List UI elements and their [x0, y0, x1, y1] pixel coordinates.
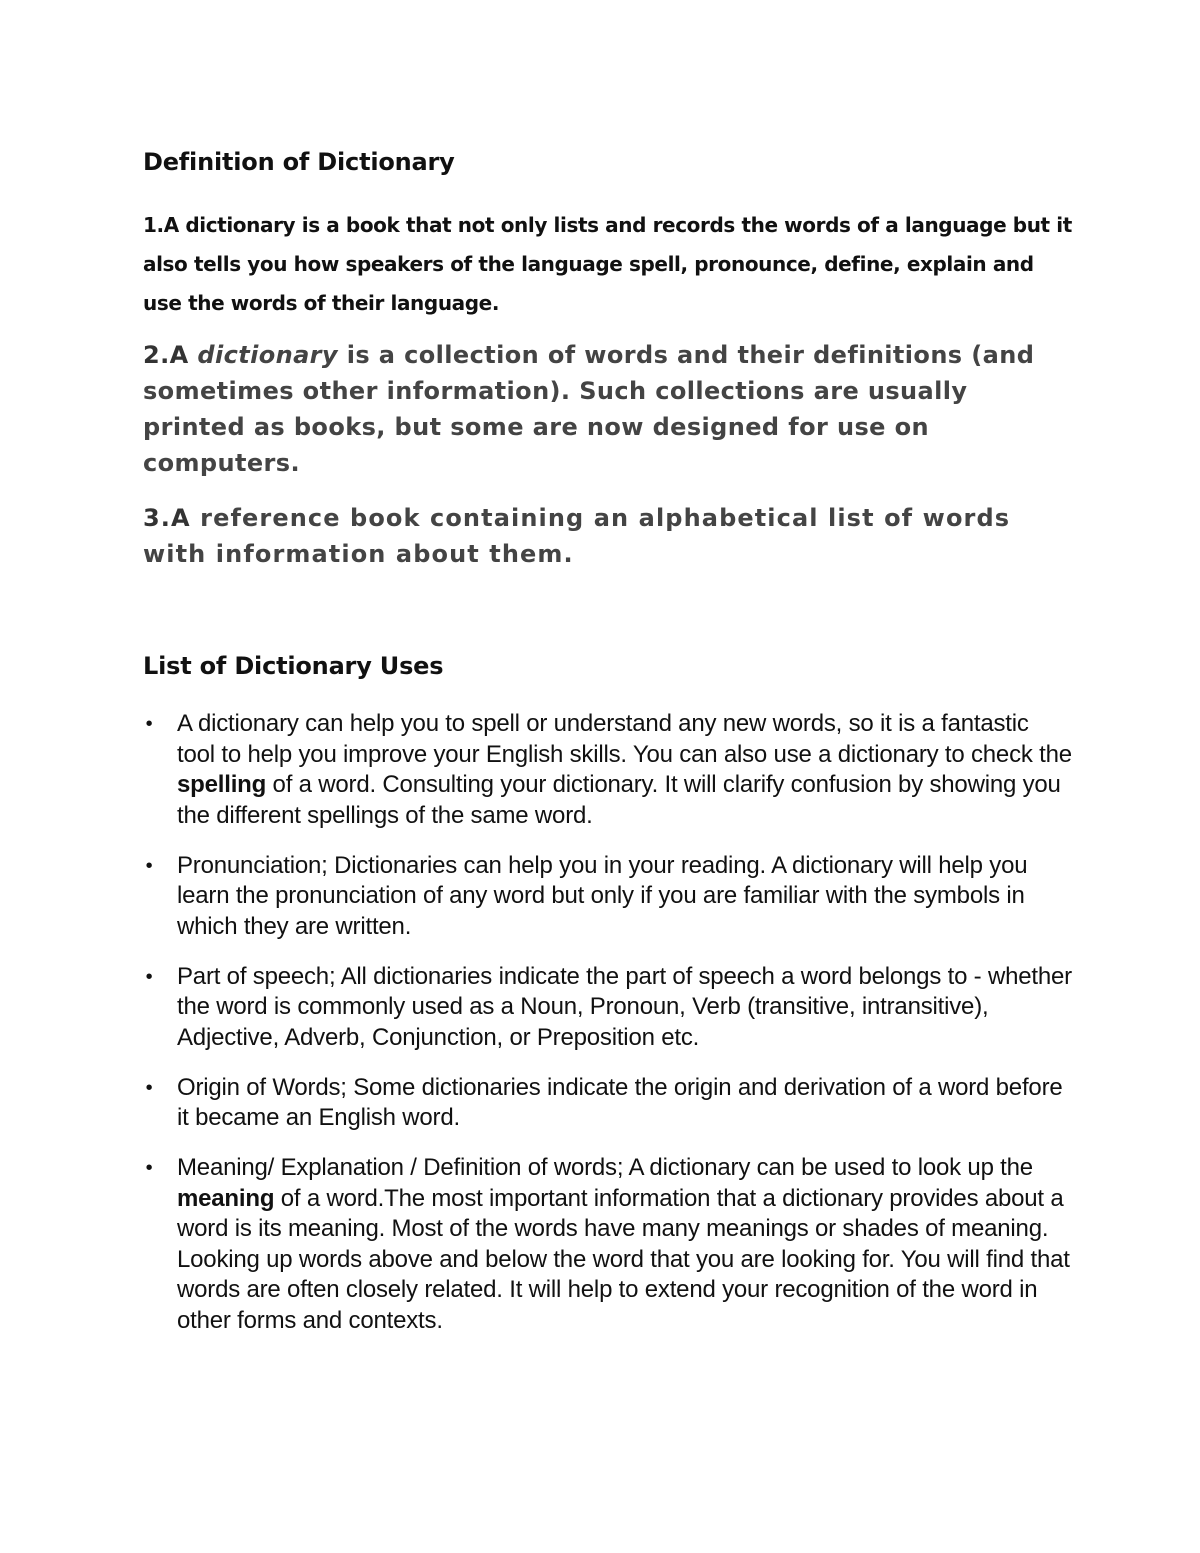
list-item [143, 709, 1073, 831]
definition-heading: Definition of Dictionary [143, 148, 455, 176]
definition-2-italic-term: dictionary [197, 341, 338, 369]
bullet-icon: • [145, 713, 153, 735]
list-item-text: A dictionary can help you to spell or understand any new words, so it is a fantastic tool to help you improve your English skills. You can also use a dictionary to check the [177, 710, 1072, 768]
list-item-bold: meaning [177, 1184, 275, 1212]
definition-2 [143, 337, 1073, 481]
uses-heading: List of Dictionary Uses [143, 652, 444, 680]
list-item-text: Part of speech; All dictionaries indicate the part of speech a word belongs to - whether the word is commonly used as a Noun, Pronoun, Verb (transitive, intransitive), Adjective, Adverb, Conjunction, or Preposition etc. [177, 962, 1072, 1051]
definition-2-number: 2.A [143, 341, 198, 369]
uses-list [143, 709, 1073, 1356]
definition-3-number: 3.A [143, 504, 201, 532]
definition-3 [143, 500, 1073, 572]
bullet-icon: • [145, 1157, 153, 1179]
bullet-icon: • [145, 965, 153, 988]
list-item-text-after: of a word. Consulting your dictionary. It will clarify confusion by showing you the different spellings of the same word. [177, 771, 1061, 829]
list-item-bold: spelling [177, 771, 267, 798]
list-item [143, 851, 1073, 943]
list-item-text-after: of a word.The most important information that a dictionary provides about a word is its meaning. Most of the words have many meanings or shades of meaning. Looking up words above and below the word that you are looking for. You will find that words are often closely related. It will help to extend your recognition of the word in other forms and contexts. [177, 1184, 1070, 1334]
definition-3-text: reference book containing an alphabetical list of words with information about them. [143, 504, 1011, 568]
bullet-icon: • [145, 1076, 153, 1099]
list-item [143, 962, 1073, 1054]
list-item-text: Origin of Words; Some dictionaries indicate the origin and derivation of a word before it became an English word. [177, 1073, 1063, 1131]
definition-1: 1.A dictionary is a book that not only lists and records the words of a language but it also tells you how speakers of the language spell, pronounce, define, explain and use the words of their language. [143, 213, 1072, 315]
list-item [143, 1073, 1073, 1134]
list-item [143, 1153, 1073, 1336]
list-item-text: Pronunciation; Dictionaries can help you in your reading. A dictionary will help you learn the pronunciation of any word but only if you are familiar with the symbols in which they are written. [177, 851, 1028, 940]
definition-2-text: is a collection of words and their definitions (and sometimes other information). Such collections are usually printed as books, but some are now designed for use on computers. [143, 341, 1035, 477]
bullet-icon: • [145, 854, 153, 877]
list-item-text: Meaning/ Explanation / Definition of words; A dictionary can be used to look up the [177, 1154, 1033, 1181]
